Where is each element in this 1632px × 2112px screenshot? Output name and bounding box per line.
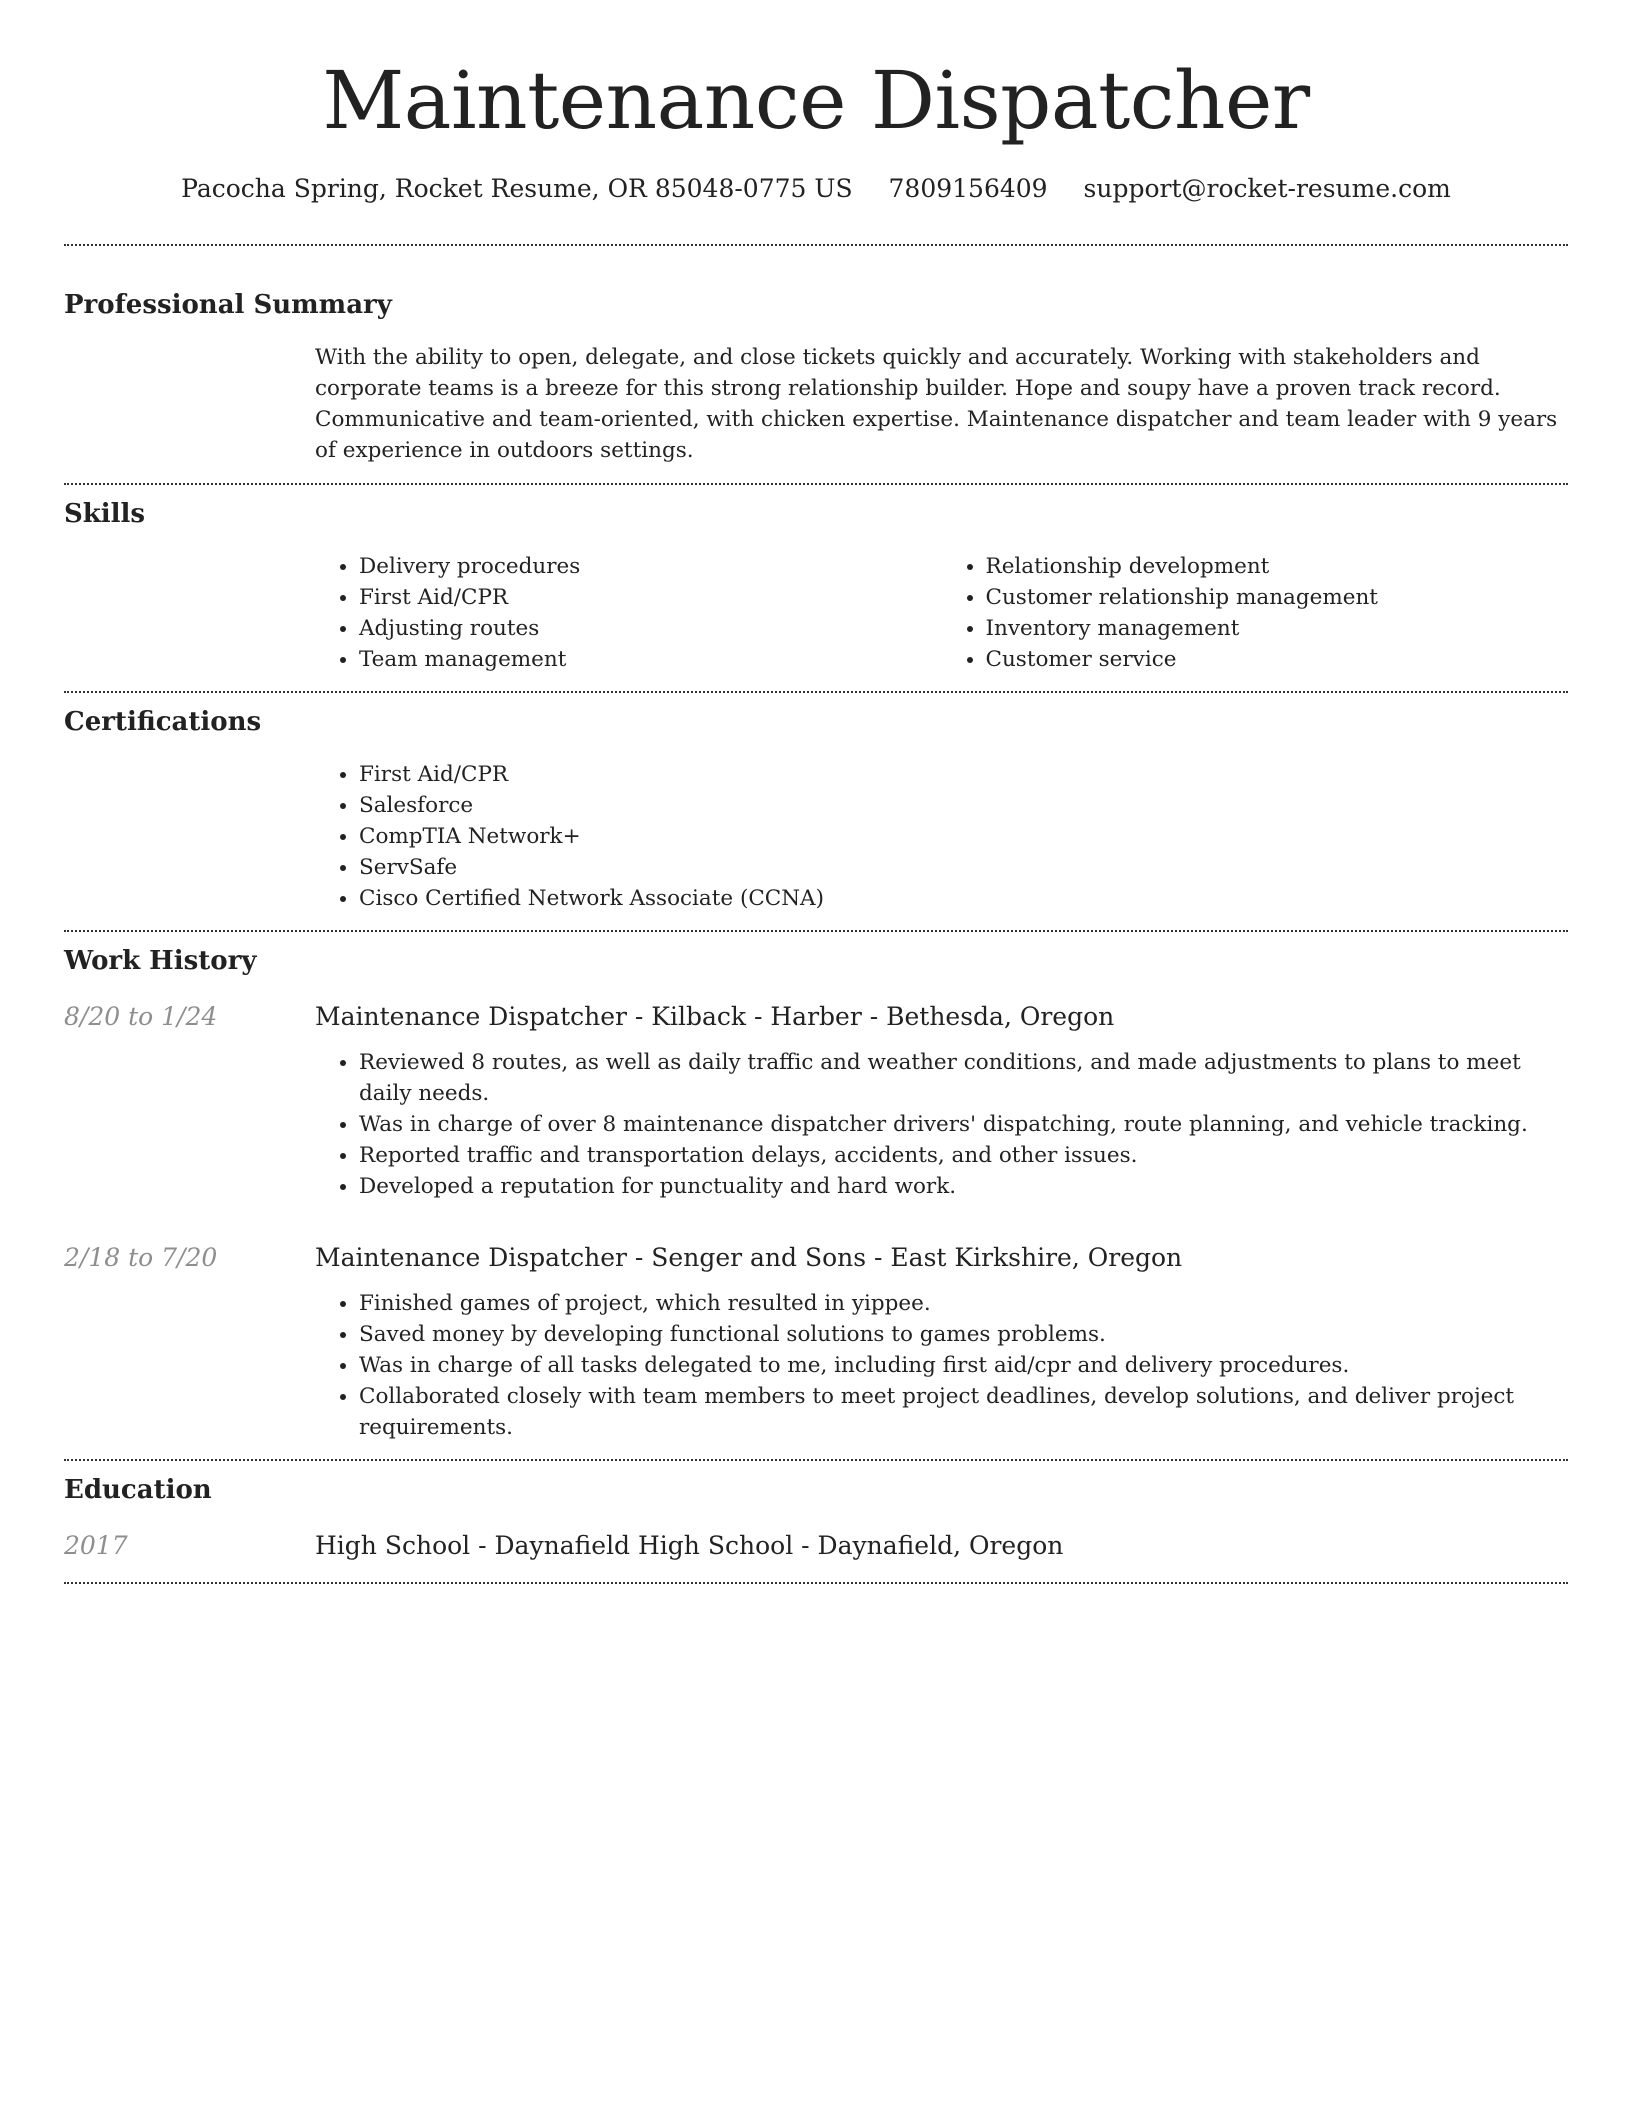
job-title: Maintenance Dispatcher - Senger and Sons - East Kirkshire, Oregon <box>315 1243 1183 1272</box>
candidate-name: Maintenance Dispatcher <box>322 54 1310 147</box>
job-dates: 8/20 to 1/24 <box>64 1002 218 1031</box>
list-item: • ServSafe <box>359 852 1568 883</box>
resume-page <box>64 0 1568 1584</box>
contact-phone: 7809156409 <box>888 174 1048 203</box>
skills-list-right <box>942 551 1569 675</box>
section-title-summary: Professional Summary <box>64 290 392 320</box>
list-item: • First Aid/CPR <box>359 582 942 613</box>
list-item: • Reported traffic and transportation delays, accidents, and other issues. <box>359 1140 1568 1171</box>
skills-list-left <box>315 551 942 675</box>
list-item: • Collaborated closely with team members to meet project deadlines, develop solutions, and deliver project requirements. <box>359 1381 1568 1443</box>
job-bullets <box>315 1047 1568 1202</box>
job-bullets <box>315 1288 1568 1443</box>
certifications-list <box>315 759 1568 914</box>
list-item: • Team management <box>359 644 942 675</box>
education-year: 2017 <box>64 1531 128 1560</box>
job-entry <box>64 1000 1568 1202</box>
section-title-education: Education <box>64 1475 212 1505</box>
list-item: • Customer service <box>986 644 1569 675</box>
summary-text: With the ability to open, delegate, and close tickets quickly and accurately. Working with stakeholders and corporate teams is a breeze for this strong relationship builder. Hope and soupy have a proven track record. Communicative and team-oriented, with chicken expertise. Maintenance dispatcher and team leader with 9 years of experience in outdoors settings. <box>315 345 1558 463</box>
education-section <box>64 1461 1568 1563</box>
education-title: High School - Daynafield High School - Daynafield, Oregon <box>315 1531 1064 1560</box>
education-entry <box>64 1529 1568 1563</box>
list-item: • Was in charge of over 8 maintenance dispatcher drivers' dispatching, route planning, and vehicle tracking. <box>359 1109 1568 1140</box>
list-item: • Saved money by developing functional solutions to games problems. <box>359 1319 1568 1350</box>
summary-section <box>64 246 1568 466</box>
list-item: • Inventory management <box>986 613 1569 644</box>
contact-email[interactable]: support@rocket-resume.com <box>1083 174 1451 203</box>
section-title-skills: Skills <box>64 499 146 529</box>
divider <box>64 1582 1568 1584</box>
list-item: • Finished games of project, which resulted in yippee. <box>359 1288 1568 1319</box>
list-item: • Customer relationship management <box>986 582 1569 613</box>
list-item: • CompTIA Network+ <box>359 821 1568 852</box>
list-item: • Relationship development <box>986 551 1569 582</box>
list-item: • First Aid/CPR <box>359 759 1568 790</box>
certifications-section <box>64 693 1568 914</box>
list-item: • Developed a reputation for punctuality and hard work. <box>359 1171 1568 1202</box>
list-item: • Cisco Certified Network Associate (CCNA) <box>359 883 1568 914</box>
list-item: • Salesforce <box>359 790 1568 821</box>
list-item: • Adjusting routes <box>359 613 942 644</box>
list-item: • Delivery procedures <box>359 551 942 582</box>
contact-line <box>64 172 1568 206</box>
work-history-section <box>64 932 1568 1443</box>
list-item: • Reviewed 8 routes, as well as daily traffic and weather conditions, and made adjustments to plans to meet daily needs. <box>359 1047 1568 1109</box>
section-title-certifications: Certifications <box>64 707 262 737</box>
job-dates: 2/18 to 7/20 <box>64 1243 218 1272</box>
job-title: Maintenance Dispatcher - Kilback - Harber - Bethesda, Oregon <box>315 1002 1115 1031</box>
skills-section <box>64 485 1568 675</box>
list-item: • Was in charge of all tasks delegated to me, including first aid/cpr and delivery procedures. <box>359 1350 1568 1381</box>
job-entry <box>64 1241 1568 1443</box>
section-title-work-history: Work History <box>64 946 257 976</box>
contact-address: Pacocha Spring, Rocket Resume, OR 85048-0775 US <box>181 174 853 203</box>
